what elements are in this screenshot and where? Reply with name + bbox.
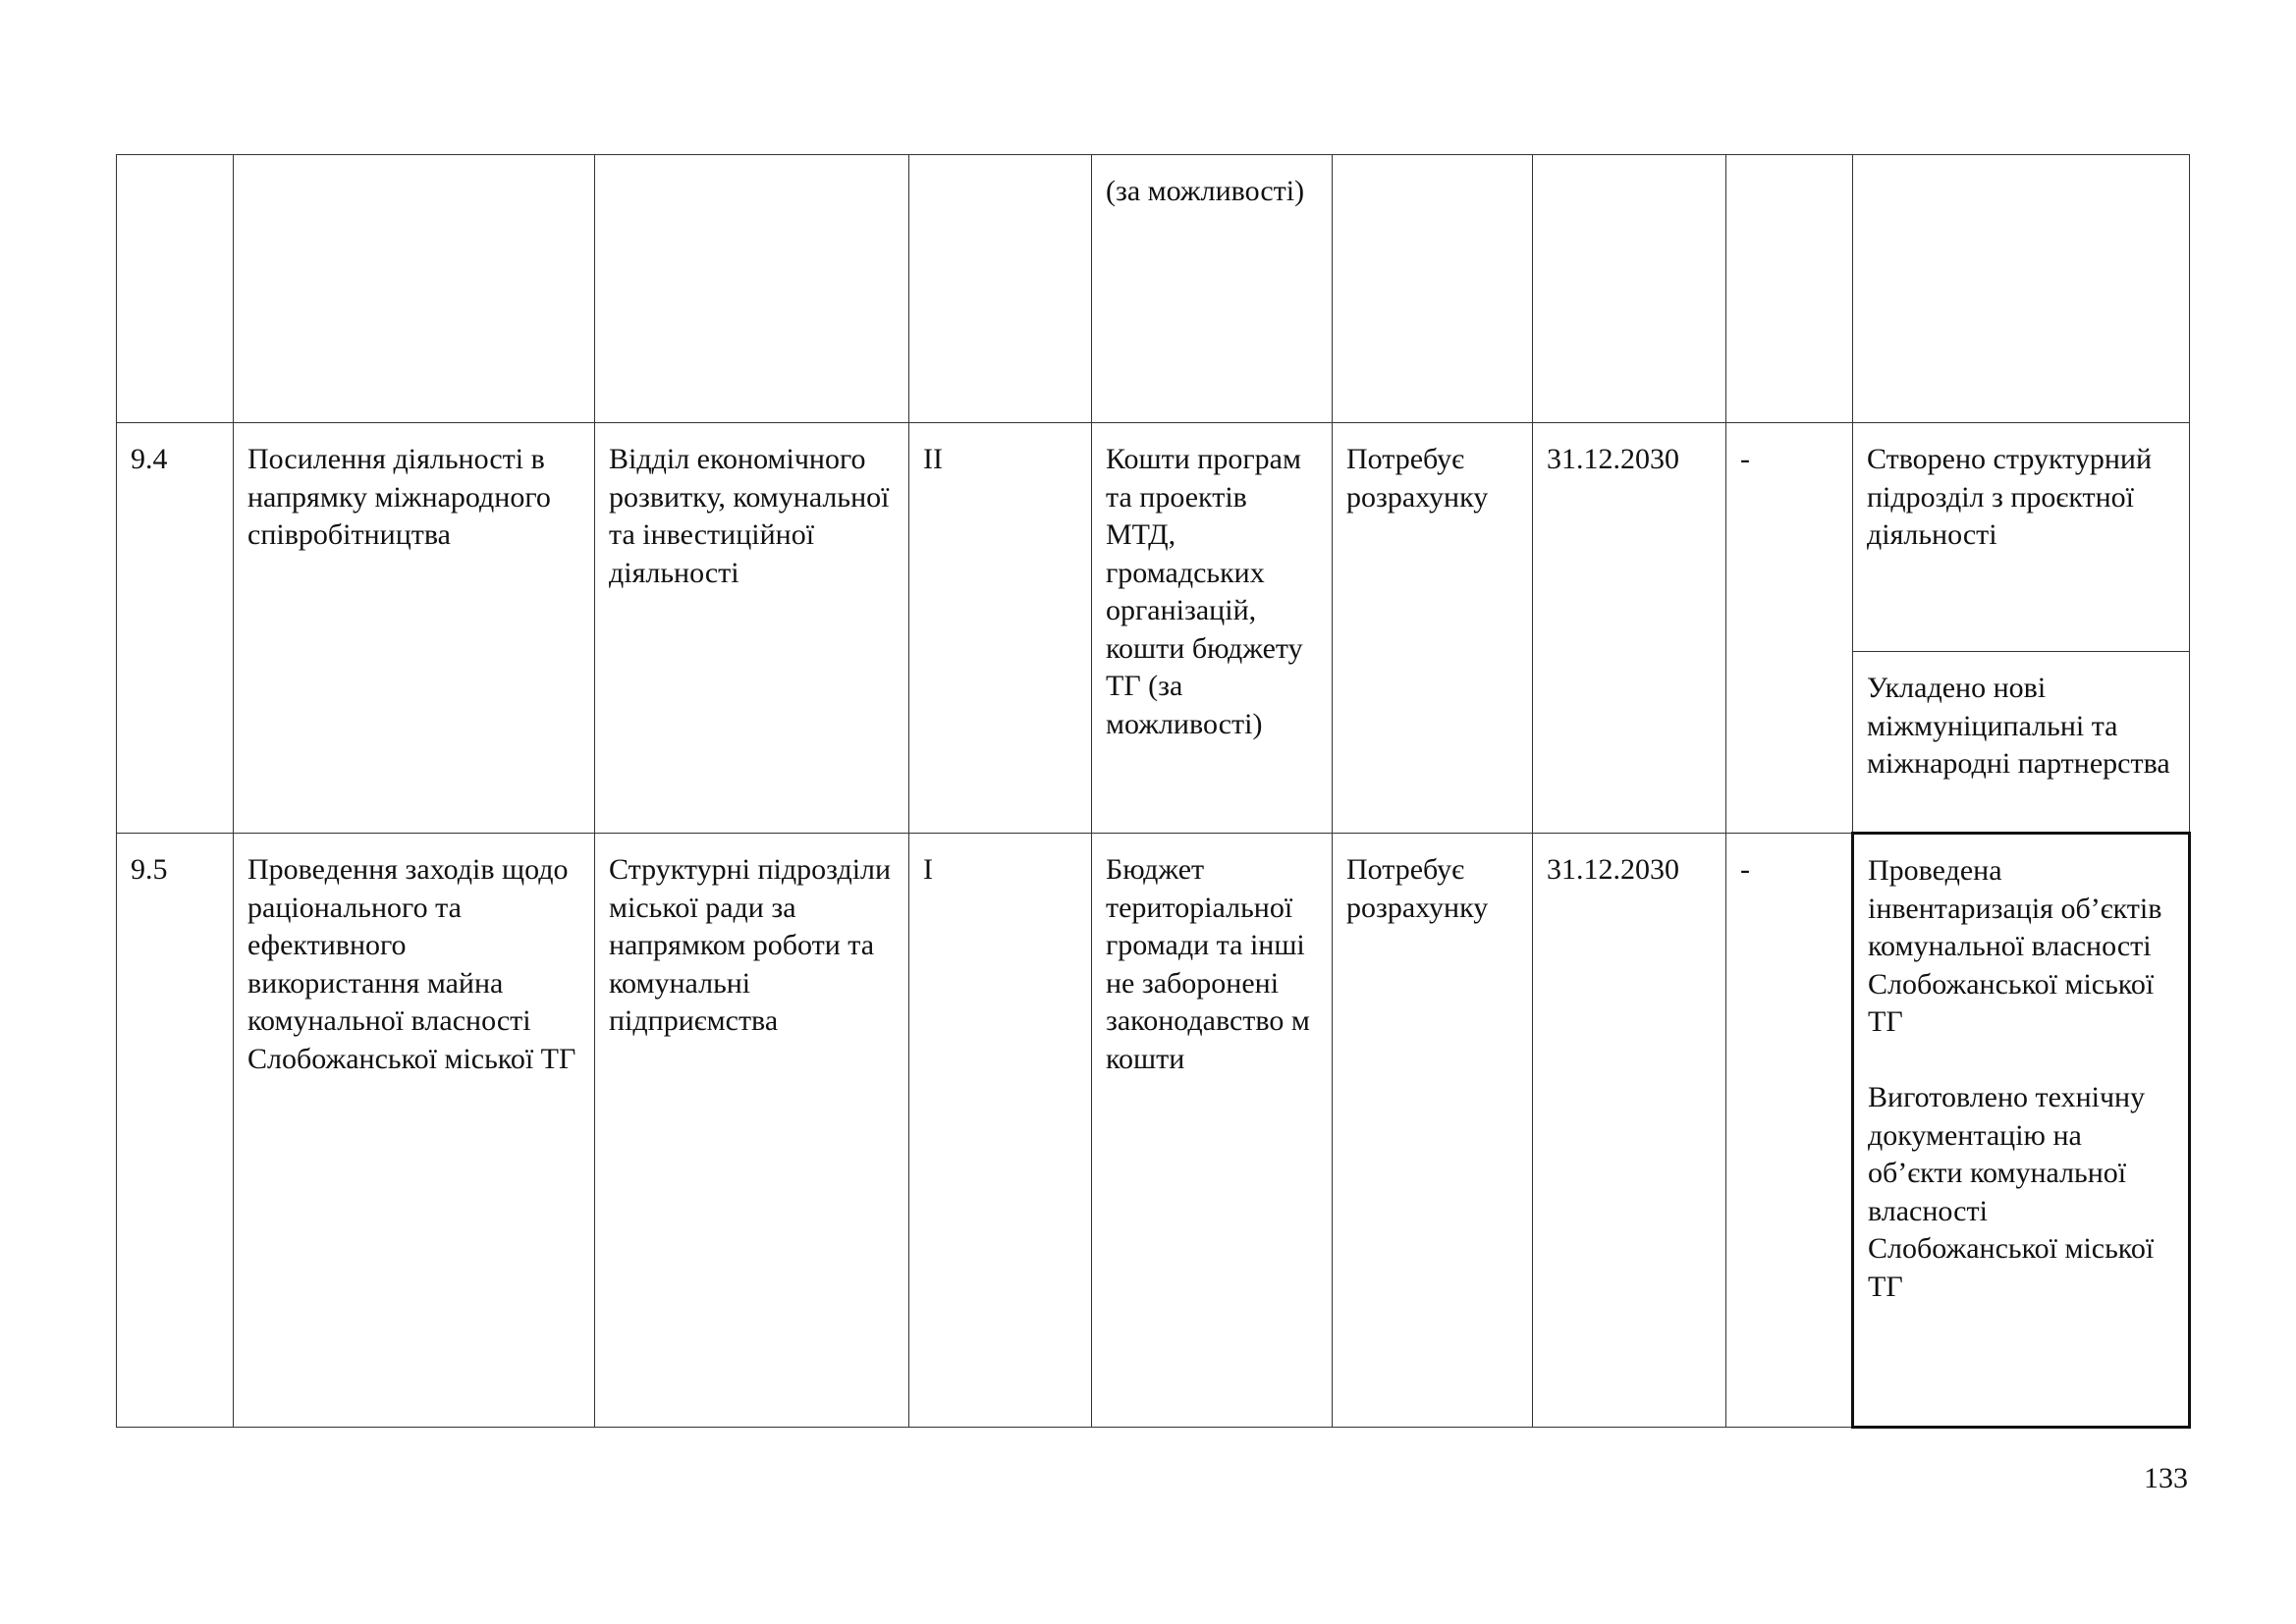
cell-number bbox=[117, 155, 234, 423]
cell-responsible: Відділ економічного розвитку, комунальної та інвестиційної діяльності bbox=[595, 423, 909, 834]
cell-amount: Потребує розрахунку bbox=[1333, 423, 1533, 834]
cell-priority bbox=[909, 155, 1092, 423]
table-row-9-5 bbox=[117, 834, 2190, 1428]
cell-dash: - bbox=[1726, 834, 1853, 1428]
cell-amount bbox=[1333, 155, 1533, 423]
cell-deadline bbox=[1533, 155, 1726, 423]
cell-dash: - bbox=[1726, 423, 1853, 834]
cell-result bbox=[1853, 155, 2190, 423]
result-text: Виготовлено технічну документацію на об’єкти комунальної власності Слобожанської міської ТГ bbox=[1868, 1081, 2155, 1303]
cell-funding: (за можливості) bbox=[1092, 155, 1333, 423]
cell-responsible: Структурні підрозділи міської ради за напрямком роботи та комунальні підприємства bbox=[595, 834, 909, 1428]
cell-amount: Потребує розрахунку bbox=[1333, 834, 1533, 1428]
cell-responsible bbox=[595, 155, 909, 423]
page-number: 133 bbox=[2144, 1462, 2188, 1494]
cell-funding: Кошти програм та проектів МТД, громадських організацій, кошти бюджету ТГ (за можливості) bbox=[1092, 423, 1333, 834]
cell-result: Укладено нові міжмуніципальні та міжнародні партнерства bbox=[1853, 652, 2190, 834]
paragraph-gap bbox=[1868, 1042, 2174, 1080]
cell-result: Створено структурний підрозділ з проєктної діяльності bbox=[1853, 423, 2190, 652]
cell-number: 9.5 bbox=[117, 834, 234, 1428]
result-text: Проведена інвентаризація об’єктів комунальної власності Слобожанської міської ТГ bbox=[1868, 854, 2162, 1038]
cell-priority: І bbox=[909, 834, 1092, 1428]
cell-measure: Посилення діяльності в напрямку міжнародного співробітництва bbox=[234, 423, 595, 834]
cell-measure bbox=[234, 155, 595, 423]
cell-measure: Проведення заходів щодо раціонального та ефективного використання майна комунальної власності Слобожанської міської ТГ bbox=[234, 834, 595, 1428]
cell-deadline: 31.12.2030 bbox=[1533, 423, 1726, 834]
cell-result bbox=[1853, 834, 2190, 1428]
cell-funding: Бюджет територіальної громади та інші не заборонені законодавство м кошти bbox=[1092, 834, 1333, 1428]
cell-number: 9.4 bbox=[117, 423, 234, 834]
table-row-continuation bbox=[117, 155, 2190, 423]
action-plan-table bbox=[116, 154, 2191, 1429]
cell-priority: ІІ bbox=[909, 423, 1092, 834]
cell-dash bbox=[1726, 155, 1853, 423]
table-row-9-4 bbox=[117, 423, 2190, 652]
cell-deadline: 31.12.2030 bbox=[1533, 834, 1726, 1428]
